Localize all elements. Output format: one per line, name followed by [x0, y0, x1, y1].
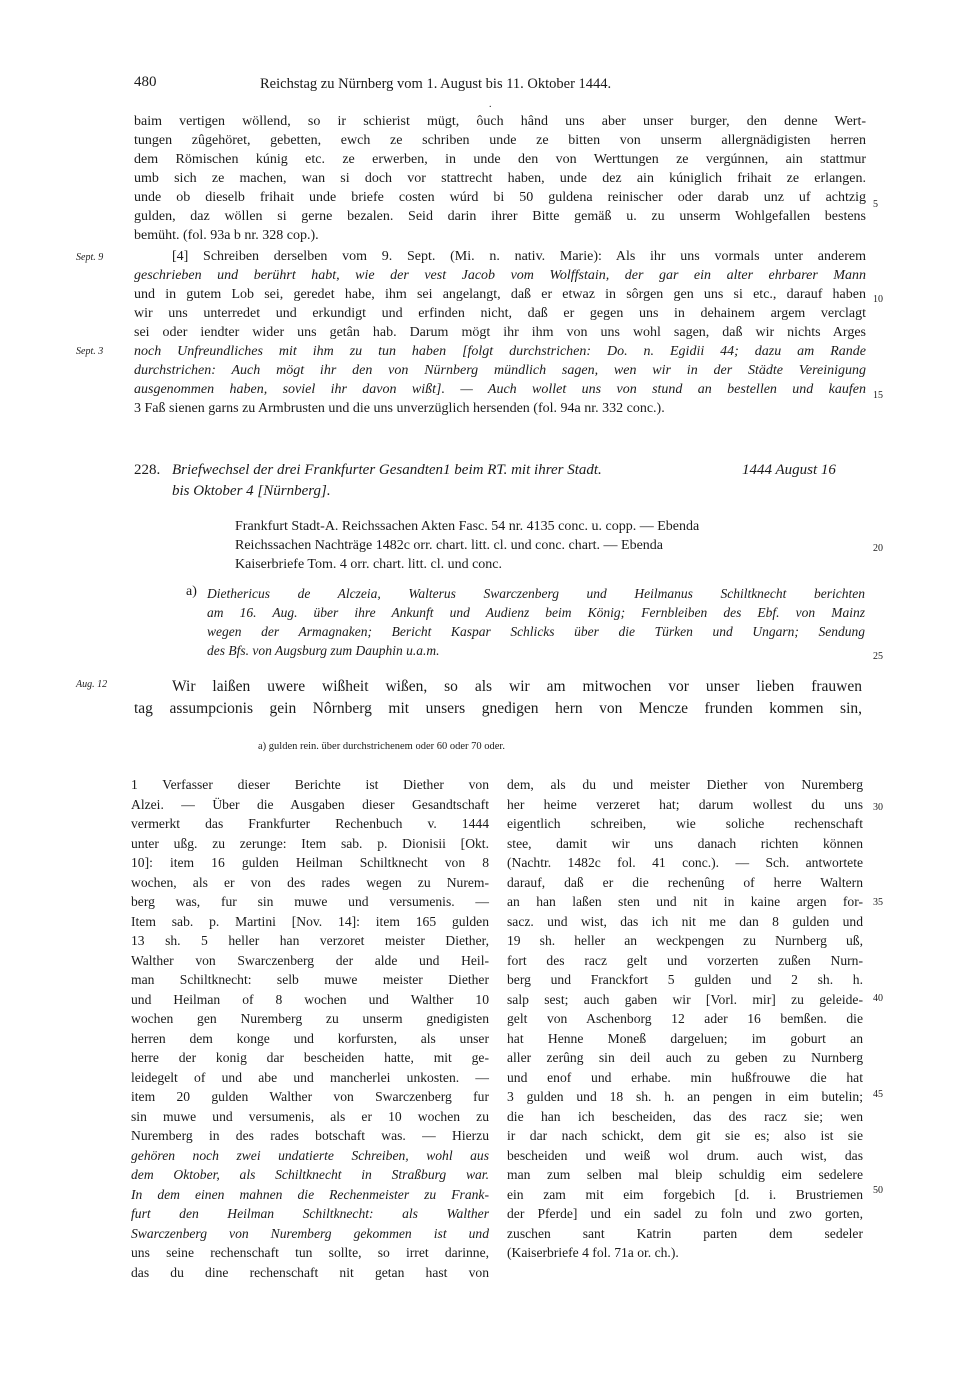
entry-number: 228.	[134, 462, 161, 478]
footnote-line: 19 sh. heller an weckpengen zu Nurnberg uß,	[507, 933, 863, 948]
footnote-line: zuschen sant Katrin parten dem sedeler	[507, 1225, 863, 1241]
text-line: 3 Faß sienen garns zu Armbrusten und die uns unverzüglich hersenden (fol. 94a nr. 332 conc.).	[134, 401, 665, 416]
regest-line: Diethericus de Alczeia, Walterus Swarczenberg und Heilmanus Schiltknecht berichten	[207, 586, 865, 601]
footnote-line: berg und Franckfort 5 gulden und 2 sh. h.	[507, 972, 863, 987]
text-line: und in gutem Lob sei, geredet habe, ihm sei angelangt, daß er etwaz in sôrgen gen uns si etc., darauf haben	[134, 287, 866, 302]
footnote-line: 10]: item 16 gulden Heilman Schiltknecht von 8	[131, 855, 489, 870]
text-line: ausgenommen haben, soviel ihr davon wißt]. — Auch wollet uns von stund an bestellen und kaufen	[134, 382, 866, 397]
text-line: durchstrichen: Auch mögt ihr den von Nürnberg mündlich sagen, wen wir in der Städte Vereinigung	[134, 363, 866, 378]
footnote-line: sin muwe und versumenis, als er 10 wochen zu	[131, 1108, 489, 1124]
line-number: 20	[873, 543, 883, 554]
source-line: Frankfurt Stadt-A. Reichssachen Akten Fasc. 54 nr. 4135 conc. u. copp. — Ebenda	[235, 519, 700, 534]
regest-line: am 16. Aug. über ihre Ankunft und Audienz beim König; Fernbleiben des Ebf. von Mainz	[207, 605, 865, 620]
footnote-line: dem, als du und meister Diether von Nuremberg	[507, 777, 863, 792]
margin-date: Aug. 12	[76, 679, 108, 690]
page-number: 480	[134, 74, 157, 90]
footnote-line: ir dar nach schickt, dem git sie es; also ist sie	[507, 1128, 863, 1143]
footnote-line: der Pferde] und ein sadel zu foln und zwo gorten,	[507, 1206, 863, 1221]
footnote-line: man Schiltknecht: selb muwe meister Diether	[131, 972, 489, 987]
footnote-line: wochen, als er von des rades wegen zu Nurem-	[131, 874, 489, 890]
line-number: 40	[873, 993, 883, 1004]
regest-letter: a)	[186, 584, 197, 599]
footnote-left-column	[131, 775, 489, 1282]
regest-line: wegen der Armagnaken; Bericht Kaspar Schlicks über die Türken und Ungarn; Sendung	[207, 624, 865, 639]
footnote-line: hat Henne Moneß dargeluen; im goburt an	[507, 1030, 863, 1046]
footnote-line: ein zam mit eim forgebich [d. i. Brustriemen	[507, 1186, 863, 1202]
footnote-line: Nuremberg in des rades botschaft was. — Hierzu	[131, 1128, 489, 1143]
apparatus-note: a) gulden rein. über durchstrichenem oder 60 oder 70 oder.	[258, 741, 505, 752]
footnote-line: furt den Heilman Schiltknecht: als Walther	[131, 1206, 489, 1221]
body-line: Wir laißen uwere wißheit wißen, so als wir am mitwochen vor unser lieben frauwen	[172, 678, 862, 695]
footnote-line: (Kaiserbriefe 4 fol. 71a or. ch.).	[507, 1245, 679, 1260]
text-line: tungen zûgehöret, gebetten, ewch ze schriben unde ze bitten von unserm allergnädigisten herren	[134, 133, 866, 148]
footnote-line: herre der konig dar bescheiden hatte, mit ge-	[131, 1050, 489, 1065]
text-line: umb sich ze machen, wan si doch vor stattrecht haben, unde dez ain kúniglich frihait ze erlangen.	[134, 171, 866, 186]
footnote-line: Alzei. — Über die Ausgaben dieser Gesandtschaft	[131, 796, 489, 812]
footnote-line: stee, damit wir uns danach richten können	[507, 835, 863, 851]
footnote-line: Swarczenberg von Nuremberg gekommen ist und	[131, 1225, 489, 1241]
footnote-line: wochen gen Nuremberg zu unserm gnedigisten	[131, 1011, 489, 1026]
text-line: unde ob dieselb frihait unde briefe costen wúrd bi 50 guldena reinischer oder darab unz uf achtzig	[134, 190, 866, 205]
footnote-line: Item sab. p. Martini [Nov. 14]: item 165 gulden	[131, 913, 489, 929]
line-number: 5	[873, 199, 878, 210]
footnote-line: darauf, daß er die rechenûng of herre Waltern	[507, 874, 863, 890]
footnote-line: dem Oktober, als Schiltknecht in Straßburg war.	[131, 1167, 489, 1182]
line-number: 45	[873, 1089, 883, 1100]
line-number: 30	[873, 802, 883, 813]
separator-dot: .	[489, 99, 492, 110]
footnote-line: man zum selben mal bleip schuldig eim sedelere	[507, 1167, 863, 1182]
footnote-line: leidegelt of und abe und mancherlei unkosten. —	[131, 1069, 489, 1085]
text-line: wir uns unterredet und erkundigt und erfinden nicht, daß er gegen uns in dehainem argem verclagt	[134, 306, 866, 321]
text-line: noch Unfreundliches mit ihm zu tun haben [folgt durchstrichen: Do. n. Egidii 44; dazu am Rande	[134, 344, 866, 359]
footnote-line: In dem einen mahnen die Rechenmeister zu Frank-	[131, 1186, 489, 1202]
line-number: 25	[873, 651, 883, 662]
entry-title: Briefwechsel der drei Frankfurter Gesandten1 beim RT. mit ihrer Stadt.	[172, 462, 602, 478]
line-number: 50	[873, 1185, 883, 1196]
entry-date: 1444 August 16	[742, 462, 836, 478]
footnote-line: unter ußg. zu zerunge: Item sab. p. Dionisii [Okt.	[131, 835, 489, 851]
footnote-line: bescheiden und weiß wol drum. auch wist, das	[507, 1147, 863, 1163]
source-line: Reichssachen Nachträge 1482c orr. chart. litt. cl. und conc. chart. — Ebenda	[235, 538, 664, 553]
footnote-line: herren dem konge und korfursten, als unser	[131, 1030, 489, 1046]
footnote-line: berg was, fur sin muwe und versumenis. —	[131, 894, 489, 909]
regest-line: des Bfs. von Augsburg zum Dauphin u.a.m.	[207, 643, 440, 658]
text-line: dem Römischen kúnig etc. ze erwerben, in unde den von Werttungen ze vergúnnen, ain stattmur	[134, 152, 866, 167]
margin-date: Sept. 9	[76, 252, 104, 263]
footnote-line: sacz. und wist, das ich nit me dan 8 gulden und	[507, 913, 863, 929]
margin-date: Sept. 3	[76, 346, 104, 357]
source-line: Kaiserbriefe Tom. 4 orr. chart. litt. cl. und conc.	[235, 557, 503, 572]
text-line: baim vertigen wöllend, so ir schierist mügt, ôuch hând uns aber unser burger, den denne Wert-	[134, 114, 866, 129]
text-line: geschrieben und berührt habt, wie der vest Jacob vom Wolffstain, der gar ein alter ehrbarer Mann	[134, 268, 866, 283]
footnote-line: das du dine rechenschaft nit getan hast von	[131, 1264, 489, 1280]
line-number: 10	[873, 294, 883, 305]
entry-title-cont: bis Oktober 4 [Nürnberg].	[172, 483, 331, 499]
footnote-line: uns seine rechenschaft tun sollte, so irret darinne,	[131, 1245, 489, 1260]
footnote-line: (Nachtr. 1482c fol. 41 conc.). — Sch. antwortete	[507, 855, 863, 870]
footnote-right-column	[507, 775, 863, 1263]
line-number: 35	[873, 897, 883, 908]
footnote-line: her heime verzeret hat; darum wollest du uns	[507, 796, 863, 812]
footnote-line: vermerkt das Frankfurter Rechenbuch v. 1444	[131, 816, 489, 831]
footnote-line: 13 sh. 5 heller han verzoret meister Diether,	[131, 933, 489, 948]
footnote-line: und enof und erhabe. min hußfrouwe die hat	[507, 1069, 863, 1085]
footnote-line: 1 Verfasser dieser Berichte ist Diether von	[131, 777, 489, 792]
footnote-line: eigentlich schreiben, wie soliche rechenschaft	[507, 816, 863, 831]
line-number: 15	[873, 390, 883, 401]
footnote-line: salp sest; auch gaben wir [Vorl. mir] zu geleide-	[507, 991, 863, 1007]
running-head: Reichstag zu Nürnberg vom 1. August bis 11. Oktober 1444.	[260, 76, 612, 92]
footnote-line: gehören noch zwei undatierte Schreiben, wohl aus	[131, 1147, 489, 1163]
footnote-line: die han ich bescheiden, das des racz sie; wen	[507, 1108, 863, 1124]
footnote-line: item 20 gulden Walther von Swarczenberg fur	[131, 1089, 489, 1104]
footnote-line: an han laßen sten und nit in kaine argen for-	[507, 894, 863, 909]
footnote-line: fort des racz gelt und vorzerten zußen Nurn-	[507, 952, 863, 968]
footnote-line: Walther von Swarczenberg der alde und Heil-	[131, 952, 489, 968]
text-line: gulden, daz wöllen si gerne bezalen. Seid darin ihrer Bitte gemäß u. zu unserm Wohlgefallen bestens	[134, 209, 866, 224]
body-line: tag assumpcionis gein Nôrnberg mit unsers gnedigen hern von Mencze frunden kommen sin,	[134, 700, 862, 717]
footnote-line: und Heilman of 8 wochen und Walther 10	[131, 991, 489, 1007]
text-line: sei oder iendter wider uns getân hab. Darum mögt ihr ihm von uns wohl sagen, daß wir nichts Arges	[134, 325, 866, 340]
text-line: bemüht. (fol. 93a b nr. 328 cop.).	[134, 228, 319, 243]
text-line: [4] Schreiben derselben vom 9. Sept. (Mi. n. nativ. Marie): Als ihr uns vormals unter anderem	[172, 249, 866, 264]
footnote-line: gelt von Aschenborg 12 ader 16 bemßen. die	[507, 1011, 863, 1026]
footnote-line: aller zerûng sin deil auch zu geben zu Nurnberg	[507, 1050, 863, 1065]
footnote-line: 3 gulden und 18 sh. h. an pengen in eim butelin;	[507, 1089, 863, 1104]
